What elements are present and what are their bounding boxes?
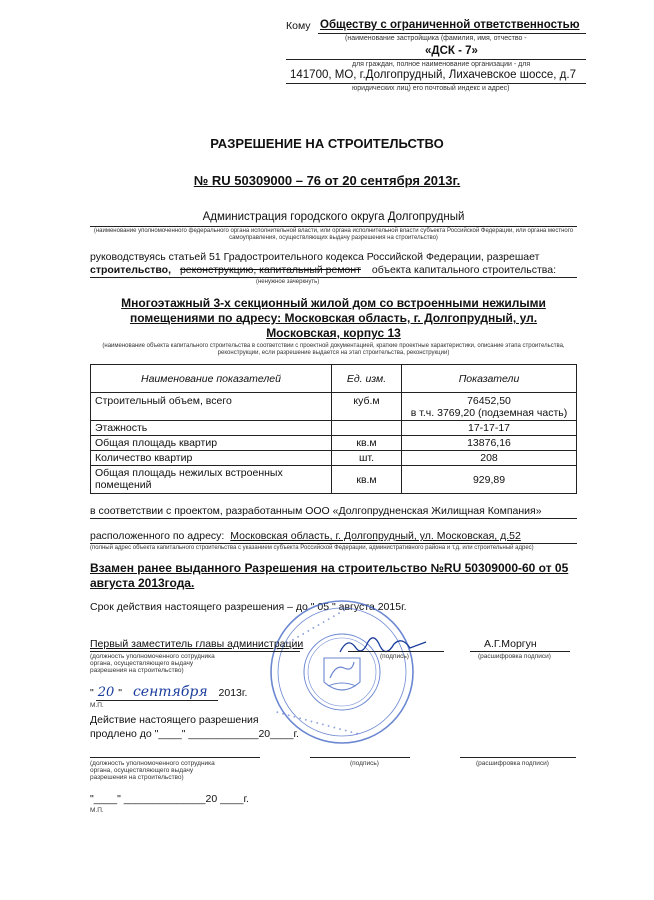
location-hint: (полный адрес объекта капитального строительства с указанием субъекта Российской Федерации, административного района и т.д. или строительный адрес): [90, 545, 534, 551]
location-line: [90, 530, 521, 542]
row-name: Строительный объем, всего: [91, 393, 332, 421]
divider: [90, 757, 260, 758]
row-unit: кв.м: [332, 436, 402, 451]
addressee-hint2: для граждан, полное наименование организации - для: [352, 61, 531, 68]
extension-mp: М.П.: [90, 807, 104, 814]
replacement-line2: августа 2013года.: [90, 576, 195, 590]
table-row: [91, 393, 577, 421]
table-header: Показатели: [402, 365, 577, 393]
table-header: Наименование показателей: [91, 365, 332, 393]
divider: [318, 33, 586, 34]
row-unit: куб.м: [332, 393, 402, 421]
object-line2: помещениями по адресу: Московская область, г. Долгопрудный, ул.: [129, 311, 538, 325]
table-row: [91, 421, 577, 436]
divider: [460, 757, 576, 758]
divider: [90, 277, 577, 278]
position-hint-line: органа, осуществляющего выдачу: [90, 660, 194, 667]
parameters-table: [90, 364, 577, 494]
row-unit: [332, 421, 402, 436]
divider: [96, 700, 218, 701]
date-day: 20: [97, 685, 115, 700]
position-hint: [90, 653, 215, 674]
divider: [470, 651, 570, 652]
permit-number: № RU 50309000 – 76 от 20 сентября 2013г.: [193, 173, 461, 188]
row-value: 208: [402, 451, 577, 466]
addressee-hint1: (наименование застройщика (фамилия, имя, отчество -: [345, 35, 527, 42]
extension-line2: продлено до "____" ____________20____г.: [90, 728, 299, 740]
row-value-main: 76452,50: [467, 395, 511, 407]
authority-name: Администрация городского округа Долгопрудный: [202, 211, 465, 223]
location-label: расположенного по адресу:: [90, 530, 225, 542]
to-label: Кому: [286, 20, 311, 32]
extension: [90, 713, 299, 741]
row-value: 13876,16: [402, 436, 577, 451]
permission-text: руководствуясь статьей 51 Градостроительного кодекса Российской Федерации, разрешает: [90, 251, 540, 263]
extension-position-hint: [90, 760, 215, 781]
divider: [90, 651, 300, 652]
permission-kind-line: [90, 264, 556, 276]
divider: [90, 543, 577, 544]
table-row: [91, 451, 577, 466]
table-header: Ед. изм.: [332, 365, 402, 393]
extension-date: "____" ______________20 ____г.: [90, 793, 249, 805]
row-name: Общая площадь нежилых встроенных помещений: [91, 466, 332, 494]
table-row: [91, 436, 577, 451]
row-value-extra: в т.ч. 3769,20 (подземная часть): [410, 407, 568, 419]
divider: [348, 651, 444, 652]
replacement: [90, 561, 568, 591]
page-title: РАЗРЕШЕНИЕ НА СТРОИТЕЛЬСТВО: [210, 136, 444, 151]
date-year: 2013г.: [218, 687, 248, 699]
extension-hint-line: (должность уполномоченного сотрудника: [90, 760, 215, 767]
row-name: Общая площадь квартир: [91, 436, 332, 451]
name-hint: (расшифровка подписи): [478, 653, 551, 660]
extension-line1: Действие настоящего разрешения: [90, 714, 259, 726]
extension-hint-line: органа, осуществляющего выдачу: [90, 767, 194, 774]
table-row: [91, 466, 577, 494]
addressee-hint3: юридических лиц) его почтовый индекс и адрес): [352, 85, 510, 92]
row-unit: кв.м: [332, 466, 402, 494]
permission-kind-struck: реконструкцию, капитальный ремонт: [179, 264, 361, 276]
extension-hint-line: разрешения на строительство): [90, 774, 184, 781]
object-hint: (наименование объекта капитального строительства в соответствии с проектной документацией, краткие проектные характеристики, описание этапа строительства, реконструкции, если разрешение выдается на этап строительства, реконструкции): [102, 343, 565, 356]
row-name: Этажность: [91, 421, 332, 436]
permission-text-end: объекта капитального строительства:: [371, 264, 556, 276]
row-name: Количество квартир: [91, 451, 332, 466]
divider: [286, 83, 586, 84]
mp-label: М.П.: [90, 702, 104, 709]
extension-name-hint: (расшифровка подписи): [476, 760, 549, 767]
position-hint-line: разрешения на строительство): [90, 667, 184, 674]
replacement-line1: Взамен ранее выданного Разрешения на строительство №RU 50309000-60 от 05: [90, 561, 569, 575]
divider: [90, 518, 577, 519]
object-name: [90, 296, 577, 341]
object-line1: Многоэтажный 3-х секционный жилой дом со встроенными нежилыми: [121, 296, 546, 310]
row-unit: шт.: [332, 451, 402, 466]
signer-position: Первый заместитель главы администрации: [90, 638, 304, 650]
authority-hint: (наименование уполномоченного федерального органа исполнительной власти, или органа исполнительной власти субъекта Российской Федерации, или органа местного самоуправления, осуществляющих выдачу разрешения на строительство): [93, 228, 574, 241]
project-text: в соответствии с проектом, разработанным ООО «Долгопрудненская Жилищная Компания»: [90, 505, 542, 517]
table-header-row: [91, 365, 577, 393]
row-value: 17-17-17: [402, 421, 577, 436]
addressee-line1: Обществу с ограниченной ответственностью: [320, 19, 580, 31]
strike-hint: (ненужное зачеркнуть): [256, 279, 320, 285]
object-line3: Московская, корпус 13: [266, 326, 401, 340]
position-hint-line: (должность уполномоченного сотрудника: [90, 653, 215, 660]
sign-hint: (подпись): [380, 653, 409, 660]
date-month: сентября: [132, 684, 208, 700]
row-value: [402, 393, 577, 421]
extension-sign-hint: (подпись): [350, 760, 379, 767]
validity: Срок действия настоящего разрешения – до " 05 " августа 2015г.: [90, 601, 407, 613]
svg-text:• • • • • • • • • • • • • •: • • • • • • • • • • • • • •: [274, 606, 348, 654]
divider: [286, 59, 586, 60]
addressee-address: 141700, МО, г.Долгопрудный, Лихачевское шоссе, д.7: [290, 69, 576, 81]
row-value: 929,89: [402, 466, 577, 494]
location-value: Московская область, г. Долгопрудный, ул. Московская, д.52: [230, 530, 521, 542]
signer-name: А.Г.Моргун: [484, 638, 537, 650]
addressee-line2: «ДСК - 7»: [425, 45, 478, 57]
permission-kind-selected: строительство,: [90, 264, 172, 276]
svg-text:• • • • • • • • • • • • • • •: • • • • • • • • • • • • • • •: [274, 708, 360, 739]
divider: [310, 757, 410, 758]
sign-date: " 20 " сентября 2013г.: [90, 684, 248, 700]
divider: [90, 226, 577, 227]
